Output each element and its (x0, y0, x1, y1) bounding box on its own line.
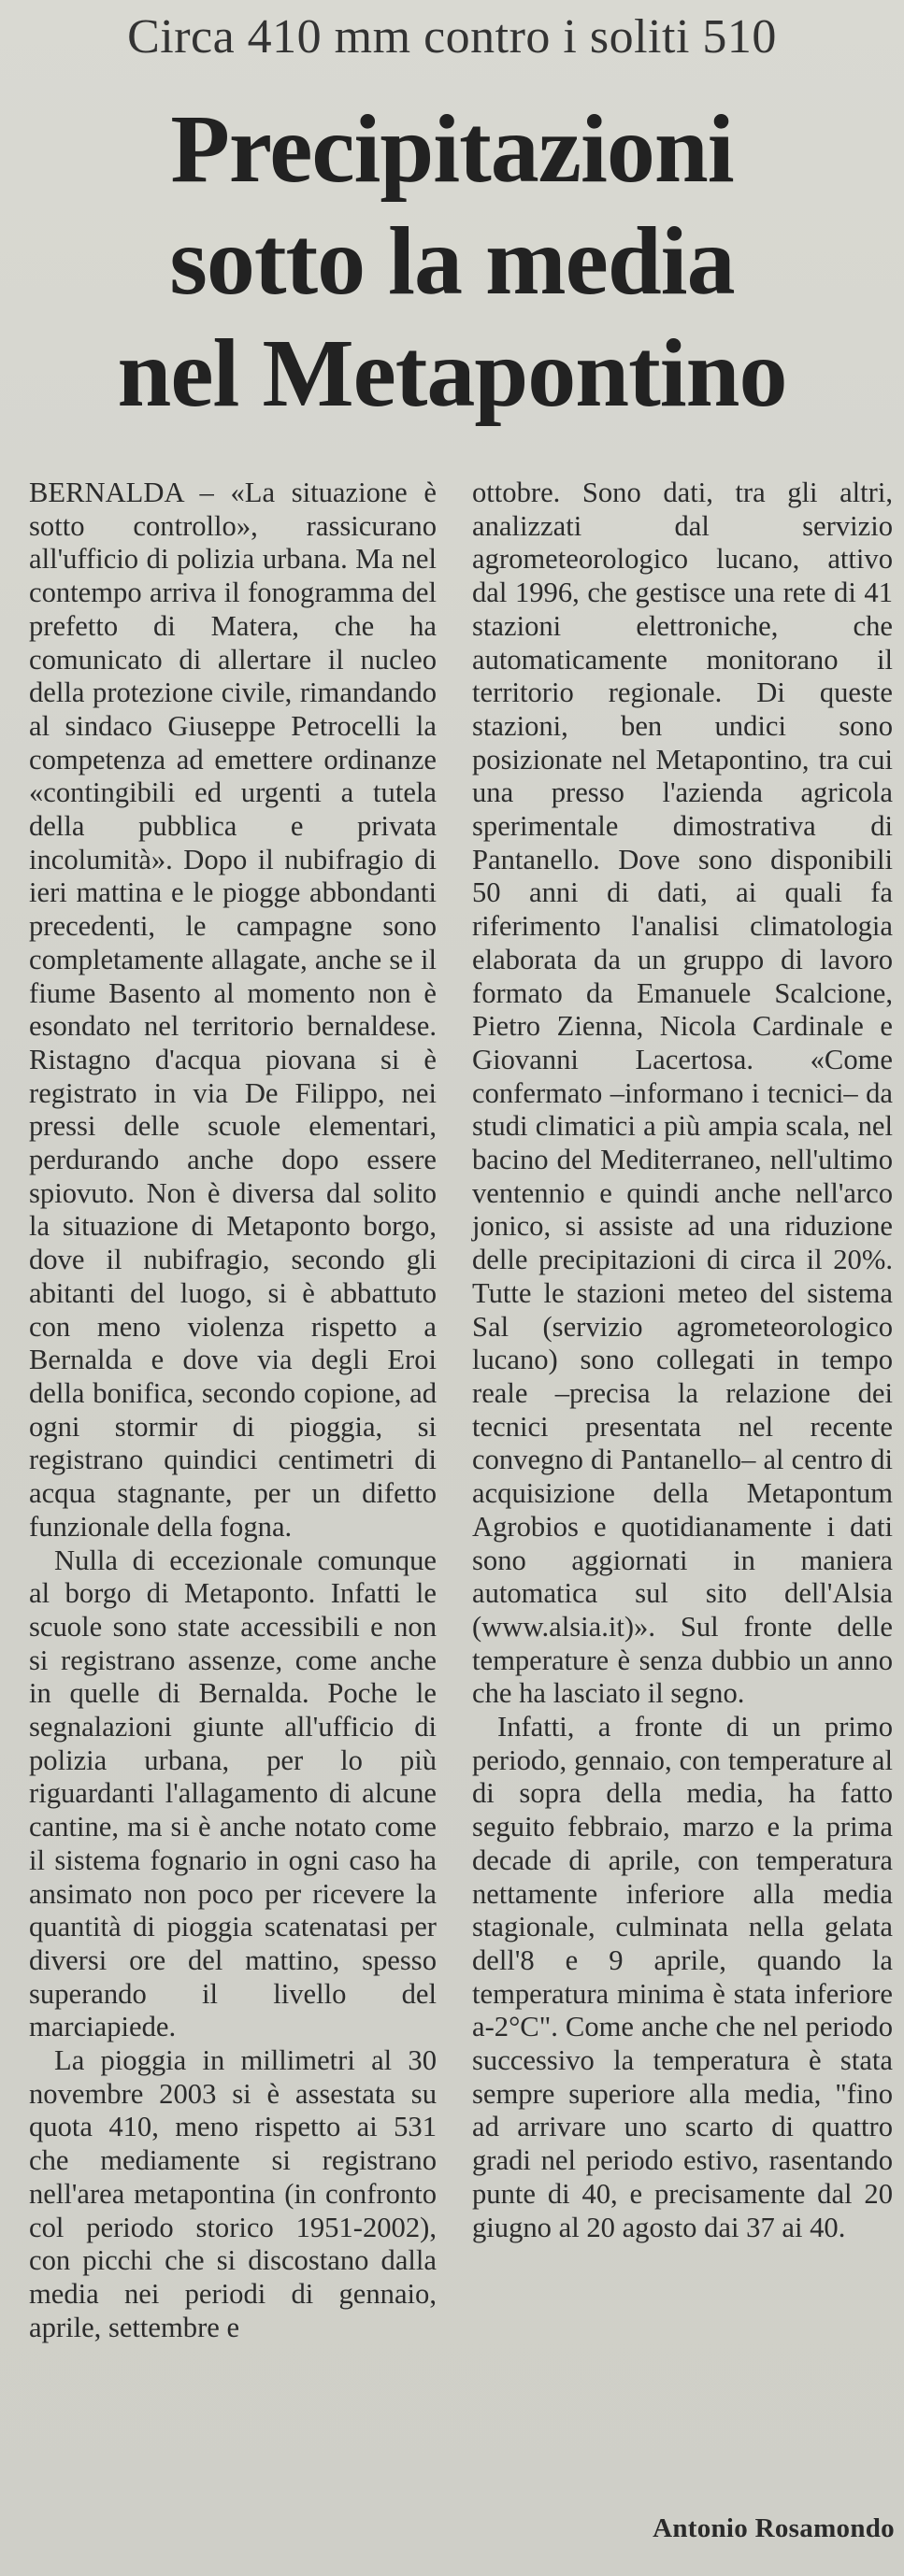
headline-line-1: Precipitazioni (170, 95, 734, 203)
paragraph-left-2: Nulla di eccezionale comunque al borgo di Metaponto. Infatti le scuole sono state accessibili e non si registrano assenze, come anche in quelle di Bernalda. Poche le segnalazioni giunte all'ufficio di polizia urbana, per lo più riguardanti l'allagamento di alcune cantine, ma si è anche notato come il sistema fognario in ogni caso ha ansimato non poco per ricevere la quantità di pioggia scatenatasi per diversi ore del mattino, spesso superando il livello del marciapiede. (29, 1544, 437, 2043)
article-byline: Antonio Rosamondo (653, 2513, 895, 2543)
article-column-right (472, 477, 893, 2244)
paragraph-left-1: BERNALDA – «La situazione è sotto controllo», rassicurano all'ufficio di polizia urbana. Ma nel contempo arriva il fonogramma del prefetto di Matera, che ha comunicato di allertare il nucleo della protezione civile, rimandando al sindaco Giuseppe Petrocelli la competenza ad emettere ordinanze «contingibili ed urgenti a tutela della pubblica e privata incolumità». Dopo il nubifragio di ieri mattina e le piogge abbondanti precedenti, le campagne sono completamente allagate, anche se il fiume Basento al momento non è esondato nel territorio bernaldese. Ristagno d'acqua piovana si è registrato in via De Filippo, nei pressi delle scuole elementari, perdurando anche dopo essere spiovuto. Non è diversa dal solito la situazione di Metaponto borgo, dove il nubifragio, secondo gli abitanti del luogo, si è abbattuto con meno violenza rispetto a Bernalda e dove via degli Eroi della bonifica, secondo copione, ad ogni stormir di pioggia, si registrano quindici centimetri di acqua stagnante, per un difetto funzionale della fogna. (29, 477, 437, 1543)
paragraph-right-2: Infatti, a fronte di un primo periodo, gennaio, con temperature al di sopra della media, ha fatto seguito febbraio, marzo e la prima decade di aprile, con temperatura nettamente inferiore alla media stagionale, culminata nella gelata dell'8 e 9 aprile, quando la temperatura minima è stata inferiore a-2°C". Come anche che nel periodo successivo la temperatura è stata sempre superiore alla media, "fino ad arrivare uno scarto di quattro gradi nel periodo estivo, rasentando punte di 40, e precisamente dal 20 giugno al 20 agosto dai 37 ai 40. (472, 1711, 893, 2243)
article-headline (0, 93, 904, 430)
paragraph-right-1: ottobre. Sono dati, tra gli altri, analizzati dal servizio agrometeorologico lucano, attivo dal 1996, che gestisce una rete di 41 stazioni elettroniche, che automaticamente monitorano il territorio regionale. Di queste stazioni, ben undici sono posizionate nel Metapontino, tra cui una presso l'azienda agricola sperimentale dimostrativa di Pantanello. Dove sono disponibili 50 anni di dati, ai quali fa riferimento l'analisi climatologia elaborata da un gruppo di lavoro formato da Emanuele Scalcione, Pietro Zienna, Nicola Cardinale e Giovanni Lacertosa. «Come confermato –informano i tecnici– da studi climatici a più ampia scala, nel bacino del Mediterraneo, nell'ultimo ventennio e quindi anche nell'arco jonico, si assiste ad una riduzione delle precipitazioni di circa il 20%. Tutte le stazioni meteo del sistema Sal (servizio agrometeorologico lucano) sono collegati in tempo reale –precisa la relazione dei tecnici presentata nel recente convegno di Pantanello– al centro di acquisizione della Metapontum Agrobios e quotidianamente i dati sono aggiornati in maniera automatica sul sito dell'Alsia (www.alsia.it)». Sul fronte delle temperature è senza dubbio un anno che ha lasciato il segno. (472, 477, 893, 1710)
headline-line-2: sotto la media (169, 207, 735, 315)
paragraph-left-3: La pioggia in millimetri al 30 novembre 2003 si è assestata su quota 410, meno rispetto ai 531 che mediamente si registrano nell'area metapontina (in confronto col periodo storico 1951-2002), con picchi che si discostano dalla media nei periodi di gennaio, aprile, settembre e (29, 2044, 437, 2343)
headline-line-3: nel Metapontino (117, 320, 787, 427)
article-column-left (29, 477, 437, 2344)
article-kicker: Circa 410 mm contro i soliti 510 (127, 10, 777, 64)
